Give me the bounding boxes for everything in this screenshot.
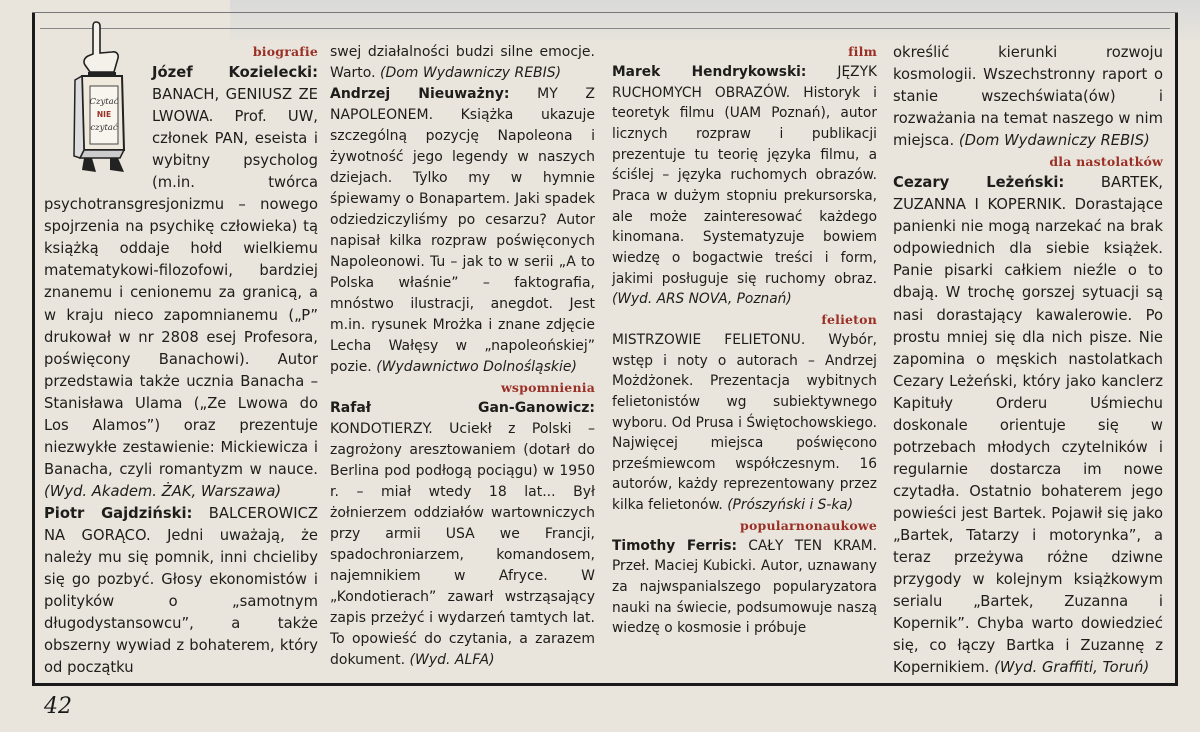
category-film: film — [848, 44, 877, 59]
publisher: (Wyd. ALFA) — [409, 652, 495, 668]
category-dla-nastolatkow: dla nastolatków — [1049, 154, 1163, 170]
frame-top-edge — [32, 12, 1178, 13]
review-text: BALCEROWICZ NA GORĄCO. Jedni uważają, że należy mu się pomnik, inni chcieliby się go pozbyć. Głosy ekonomistów i polityków o „samotnym długodystansowcu”, a także obszerny wywiad z bohaterem, który od początku — [44, 504, 318, 677]
review-kozielecki — [44, 62, 318, 503]
publisher: (Dom Wydawniczy REBIS) — [958, 132, 1150, 150]
review-gajdzinski — [44, 503, 318, 679]
column-4 — [893, 42, 1163, 679]
review-ferris-continued — [893, 42, 1163, 152]
page-number: 42 — [44, 694, 72, 719]
review-text: CAŁY TEN KRAM. Przeł. Maciej Kubicki. Autor, uznawany za najwspanialszego popularyzatora nauki na świecie, podsumowuje naszą wiedzę o kosmosie i próbuje — [612, 537, 877, 637]
review-text: określić kierunki rozwoju kosmologii. Wszechstronny raport o stanie wszechświata(ów) i rozważania na temat naszego w nim miejsca. — [893, 44, 1163, 150]
logo-line2: NIE — [96, 110, 112, 119]
author-name: Timothy Ferris: — [612, 537, 737, 554]
top-rule — [40, 28, 1170, 29]
column-2 — [330, 42, 595, 671]
author-name: Andrzej Nieuważny: — [330, 86, 510, 102]
publisher: (Wyd. Graffiti, Toruń) — [994, 659, 1150, 677]
review-hendrykowski — [612, 62, 877, 310]
review-gan-ganowicz — [330, 398, 595, 671]
author-name: Józef Kozielecki: — [152, 64, 318, 81]
category-wspomnienia: wspomnienia — [500, 380, 595, 395]
category-popularnonaukowe: popularnonaukowe — [740, 517, 877, 533]
column-1 — [44, 42, 318, 679]
review-text: BARTEK, ZUZANNA I KOPERNIK. Dorastające panienki nie mogą narzekać na brak odpowiednich dla siebie książek. Panie pisarki całkiem nieźle o to dbają. W trochę gorszej sytuacji są nasi dorastający kawalerowie. Po prostu mniej się dla nich pisze. Nie zapomina o męskich nastolatkach Cezary Leżeński, który jako kanclerz Kapituły Orderu Uśmiechu doskonale orientuje się w potrzebach młodych czytelników i regularnie dostarcza im nowe czytadła. Ostatnio bohaterem jego powieści jest Bartek. Pojawił się jako „Bartek, Tatarzy i motorynka”, a teraz przeżywa różne dziwne przygody w kolejnym książkowym serialu „Bartek, Zuzanna i Kopernik”. Chyba warto dowiedzieć się, co łączy Bartka i Zuzannę z Kopernikiem. — [893, 174, 1163, 677]
frame-left-edge — [32, 12, 35, 686]
review-nieuwazny — [330, 84, 595, 378]
author-name: Piotr Gajdziński: — [44, 504, 193, 522]
publisher: (Prószyński i S-ka) — [727, 497, 854, 514]
review-text: JĘZYK RUCHOMYCH OBRAZÓW. Historyk i teoretyk filmu (UAM Poznań), autor licznych rozpraw i publikacji prezentuje tu teorię języka filmu, a ściślej – języka ruchomych obrazów. Praca w dużym stopniu prekursorska, ale może zainteresować każdego kinomana. Systematyzuje bowiem wiedzę o bogactwie treści i form, jakimi posługuje się ruchomy obraz. — [612, 64, 877, 287]
logo-wrap-space — [44, 62, 152, 190]
author-name: Marek Hendrykowski: — [612, 64, 807, 80]
author-name: Cezary Leżeński: — [893, 174, 1065, 192]
review-mistrzowie-felietonu — [612, 330, 877, 516]
publisher: (Wydawnictwo Dolnośląskie) — [376, 359, 577, 375]
review-text: MY Z NAPOLEONEM. Książka ukazuje szczególną pozycję Napoleona i żywotność jego legendy w naszych dziejach. Tylko my w hymnie śpiewamy o Bonapartem. Jaki spadek odziedziczyliśmy po cesarzu? Autor napisał kilka rozpraw poświęconych Napoleonowi. Tu – jak to w serii „A to Polska właśnie” – faktografia, mnóstwo ilustracji, anegdot. Jest m.in. rysunek Mrożka i znane zdjęcie Lecha Wałęsy w „napoleońskiej” pozie. — [330, 86, 596, 375]
review-text: KONDOTIERZY. Uciekł z Polski – zagrożony aresztowaniem (dotarł do Berlina pod podłogą pociągu) w 1950 r. – miał wtedy 18 lat... Był żołnierzem oddziałów wartowniczych przy armii USA we Francji, spadochroniarzem, komandosem, najemnikiem w Afryce. W „Kondotierach” zawarł wstrząsający zapis przeżyć i wydarzeń tamtych lat. To opowieść do czytania, a zarazem dokument. — [330, 421, 595, 668]
review-text: BANACH, GENIUSZ ZE LWOWA. Prof. UW, członek PAN, eseista i wybitny psycholog (m.in. twórca psychotransgresjonizmu – nowego spojrzenia na psychikę człowieka) tą książką oddaje hołd wielkiemu matematykowi-filozofowi, bardziej znanemu i cenionemu za granicą, a w kraju nieco zapomnianemu („P” drukował w nr 2808 esej Profesora, poświęcony Banachowi). Autor przedstawia także ucznia Banacha – Stanisława Ulama („Ze Lwowa do Los Alamos”) oraz prezentuje niezwykłe zestawienie: Mickiewicza i Banacha, czyli romantyzm w nauce. — [44, 86, 318, 478]
author-name: Rafał Gan-Ganowicz: — [330, 400, 595, 416]
category-felieton: felieton — [821, 311, 877, 327]
review-ferris — [612, 536, 877, 639]
category-biografie: biografie — [252, 44, 318, 59]
publisher: (Wyd. Akadem. ŻAK, Warszawa) — [44, 482, 282, 500]
review-lezenski — [893, 172, 1163, 679]
review-text: swej działalności budzi silne emocje. Warto. — [330, 44, 595, 81]
review-text: MISTRZOWIE FELIETONU. Wybór, wstęp i noty o autorach – Andrzej Możdżonek. Prezentacja wybitnych felietonistów wg subiektywnego wyboru. Od Prusa i Świętochowskiego. Najwięcej miejsca poświęcono prześmiewcom współczesnym. 16 autorów, każdy reprezentowany przez kilka felietonów. — [612, 331, 877, 514]
publisher: (Wyd. ARS NOVA, Poznań) — [612, 291, 792, 308]
column-3 — [612, 42, 877, 639]
publisher: (Dom Wydawniczy REBIS) — [380, 65, 562, 81]
logo-line1: Czytać — [89, 97, 119, 107]
logo-line3: czytać — [90, 123, 118, 133]
review-gajdzinski-continued — [330, 42, 595, 84]
